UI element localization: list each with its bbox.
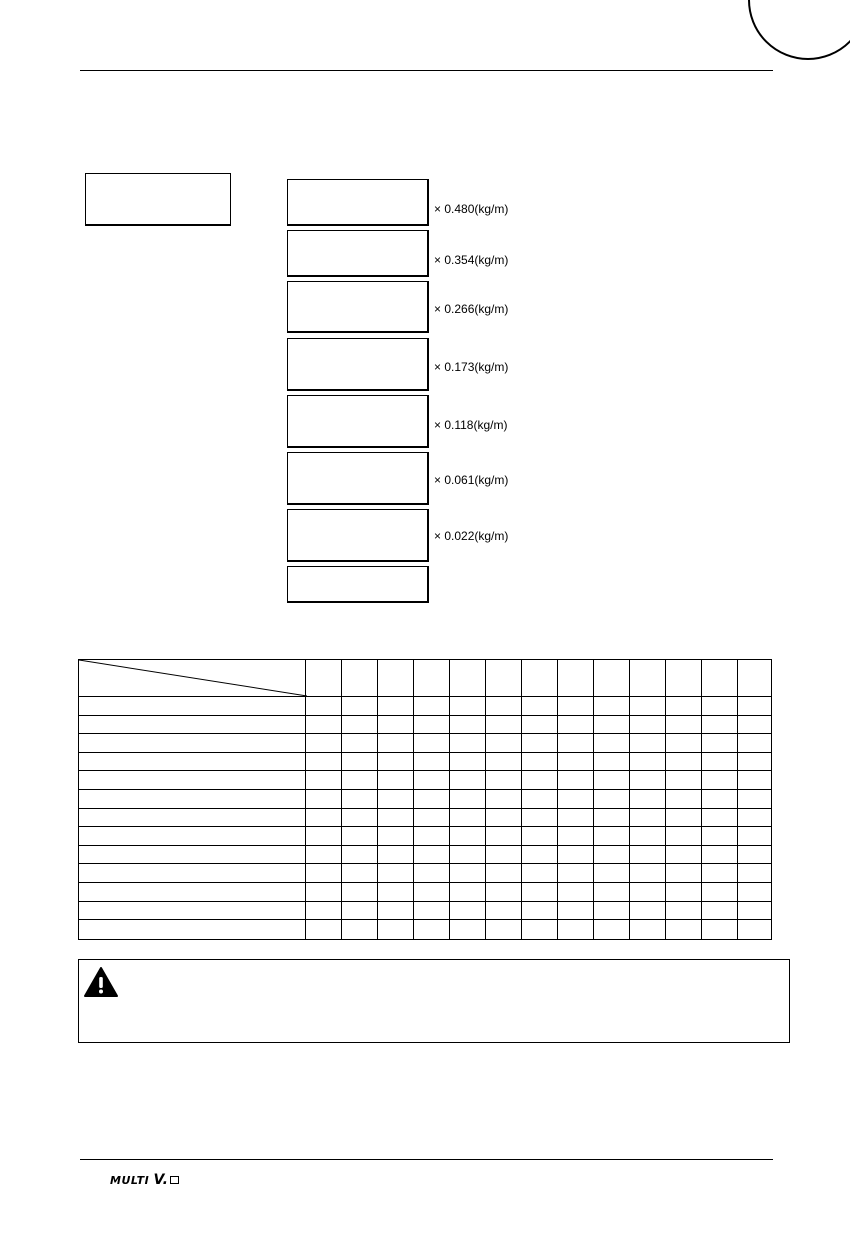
pipe-box-1 — [287, 179, 429, 226]
logo-text: MULTI — [110, 1174, 150, 1187]
table-column-divider — [485, 660, 486, 939]
table-column-divider — [341, 660, 342, 939]
total-refrigerant-box — [85, 173, 231, 226]
pipe-box-2 — [287, 230, 429, 277]
table-row-divider — [79, 808, 771, 809]
table-column-divider — [377, 660, 378, 939]
table-row-divider — [79, 901, 771, 902]
pipe-factor-7: × 0.022(kg/m) — [434, 529, 509, 543]
pipe-box-4 — [287, 338, 429, 391]
table-header-diagonal — [79, 660, 307, 698]
table-column-divider — [737, 660, 738, 939]
warning-icon — [83, 966, 119, 998]
header-rule — [80, 70, 773, 71]
table-row-divider — [79, 696, 771, 697]
table-row-divider — [79, 770, 771, 771]
table-column-divider — [701, 660, 702, 939]
pipe-box-6 — [287, 452, 429, 505]
caution-box — [78, 959, 790, 1043]
table-column-divider — [665, 660, 666, 939]
table-column-divider — [557, 660, 558, 939]
table-column-divider — [305, 660, 306, 939]
pipe-factor-2: × 0.354(kg/m) — [434, 253, 509, 267]
pipe-factor-4: × 0.173(kg/m) — [434, 360, 509, 374]
pipe-box-3 — [287, 281, 429, 333]
table-row-divider — [79, 882, 771, 883]
footer-rule — [80, 1159, 773, 1160]
pipe-factor-3: × 0.266(kg/m) — [434, 302, 509, 316]
logo-badge — [170, 1176, 179, 1184]
table-column-divider — [449, 660, 450, 939]
table-column-divider — [521, 660, 522, 939]
capacity-table — [78, 659, 772, 940]
corner-crop-mark — [748, 0, 850, 60]
table-row-divider — [79, 826, 771, 827]
pipe-box-7 — [287, 509, 429, 562]
table-row-divider — [79, 845, 771, 846]
table-row-divider — [79, 733, 771, 734]
table-row-divider — [79, 863, 771, 864]
logo-v: V. — [153, 1172, 169, 1188]
table-row-divider — [79, 919, 771, 920]
pipe-factor-6: × 0.061(kg/m) — [434, 473, 509, 487]
table-column-divider — [593, 660, 594, 939]
pipe-box-5 — [287, 395, 429, 448]
table-row-divider — [79, 715, 771, 716]
brand-logo — [110, 1172, 179, 1188]
pipe-box-8 — [287, 566, 429, 603]
table-row-divider — [79, 789, 771, 790]
table-column-divider — [629, 660, 630, 939]
pipe-factor-1: × 0.480(kg/m) — [434, 202, 509, 216]
pipe-factor-5: × 0.118(kg/m) — [434, 418, 508, 432]
table-column-divider — [413, 660, 414, 939]
table-row-divider — [79, 752, 771, 753]
